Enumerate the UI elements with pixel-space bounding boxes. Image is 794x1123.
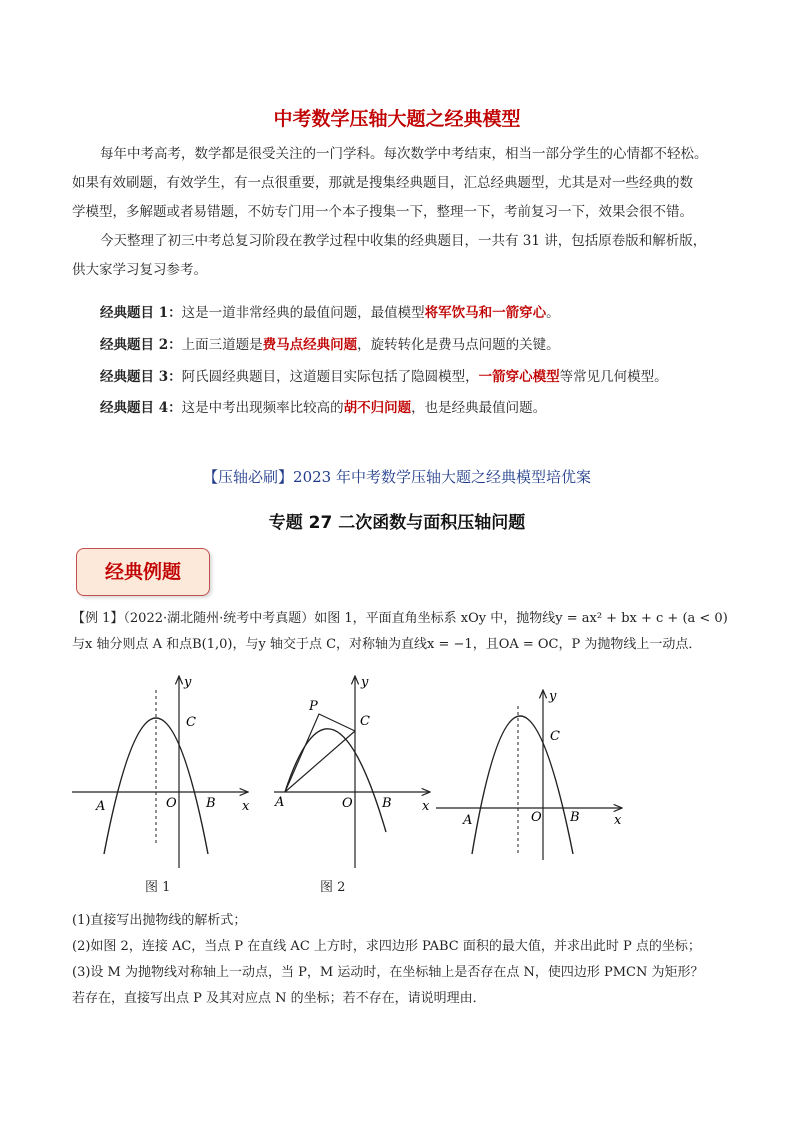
label-B: B — [382, 796, 392, 811]
item-text: 这是中考出现频率比较高的 — [181, 400, 344, 416]
label-y: y — [184, 675, 192, 690]
item-highlight: 将军饮马和一箭穿心 — [424, 305, 547, 321]
problem-line: 与x 轴分则点 A 和点B(1,0)，与y 轴交于点 C，对称轴为直线x = −1，且OA = OC，P 为抛物线上一动点． — [72, 637, 702, 652]
intro-paragraph-2 — [72, 227, 752, 285]
parabola-figures — [66, 668, 726, 868]
topic-title: 专题 27 二次函数与面积压轴问题 — [268, 513, 526, 533]
intro-line: 如果有效刷题，有效学生，有一点很重要，那就是搜集经典题目，汇总经典题型，尤其是对一些经典的数 — [72, 175, 693, 191]
question-1: (1)直接写出抛物线的解析式； — [72, 913, 247, 928]
item-label: 经典题目 1： — [100, 305, 182, 321]
item-text: 。 — [546, 305, 560, 321]
segments-AP-PC — [285, 714, 355, 792]
classic-item-4 — [100, 398, 546, 418]
label-O: O — [531, 810, 542, 825]
label-x: x — [614, 813, 622, 828]
item-text: 等常见几何模型。 — [559, 369, 668, 385]
parabola — [285, 729, 386, 832]
intro-line: 今天整理了初三中考总复习阶段在教学过程中收集的经典题目，一共有 31 讲，包括原卷版和解析版， — [100, 233, 707, 249]
item-text: 阿氏圆经典题目，这道题目实际包括了隐圆模型， — [181, 369, 479, 385]
figure-2 — [274, 675, 430, 868]
label-y: y — [549, 689, 557, 704]
item-text: 上面三道题是 — [181, 337, 263, 353]
classic-example-badge — [76, 548, 210, 596]
question-2: (2)如图 2，连接 AC，当点 P 在直线 AC 上方时，求四边形 PABC 面积的最大值，并求出此时 P 点的坐标； — [72, 939, 701, 954]
intro-line: 每年中考高考，数学都是很受关注的一门学科。每次数学中考结束，相当一部分学生的心情都不轻松。 — [100, 146, 708, 162]
label-A: A — [275, 795, 285, 810]
figure-3 — [436, 689, 622, 860]
label-x: x — [422, 799, 430, 814]
badge-label: 经典例题 — [104, 561, 181, 583]
item-label: 经典题目 3： — [100, 369, 182, 385]
item-text: ，旋转转化是费马点问题的关键。 — [357, 337, 560, 353]
classic-item-3 — [100, 367, 668, 387]
problem-line: 【例 1】（2022·湖北随州·统考中考真题）如图 1，平面直角坐标系 xOy 中，抛物线y = ax² + bx + c + (a < 0) — [72, 611, 728, 626]
label-y: y — [361, 675, 369, 690]
item-label: 经典题目 4： — [100, 400, 182, 416]
question-3-cont: 若存在，直接写出点 P 及其对应点 N 的坐标；若不存在，请说明理由． — [72, 991, 486, 1006]
label-B: B — [206, 796, 216, 811]
question-3: (3)设 M 为抛物线对称轴上一动点，当 P，M 运动时，在坐标轴上是否存在点 N，使四边形 PMCN 为矩形？ — [72, 965, 704, 980]
item-label: 经典题目 2： — [100, 337, 182, 353]
problem-statement — [72, 606, 762, 658]
label-A: A — [96, 799, 106, 814]
subtitle-bracket: 【压轴必刷】 — [203, 468, 294, 486]
label-B: B — [570, 810, 580, 825]
label-O: O — [342, 796, 353, 811]
label-x: x — [242, 799, 250, 814]
intro-line: 学模型，多解题或者易错题，不妨专门用一个本子搜集一下，整理一下，考前复习一下，效果会很不错。 — [72, 204, 693, 220]
label-O: O — [166, 796, 177, 811]
questions — [72, 908, 762, 1012]
label-A: A — [463, 813, 473, 828]
label-C: C — [360, 714, 370, 729]
intro-paragraph-1 — [72, 140, 752, 227]
classic-item-2 — [100, 335, 560, 355]
intro-line: 供大家学习复习参考。 — [72, 262, 207, 278]
figure-2-caption: 图 2 — [320, 880, 346, 895]
item-highlight: 一箭穿心模型 — [478, 369, 560, 385]
segment-AC — [285, 731, 355, 792]
item-text: 这是一道非常经典的最值问题，最值模型 — [181, 305, 425, 321]
page-title: 中考数学压轴大题之经典模型 — [273, 108, 521, 130]
item-highlight: 费马点经典问题 — [262, 337, 358, 353]
classic-item-1 — [100, 303, 560, 323]
series-subtitle — [0, 466, 794, 487]
figure-1 — [72, 675, 250, 868]
item-highlight: 胡不归问题 — [343, 400, 412, 416]
subtitle-text: 2023 年中考数学压轴大题之经典模型培优案 — [293, 468, 591, 486]
label-C: C — [186, 715, 196, 730]
label-C: C — [550, 729, 560, 744]
figure-1-caption: 图 1 — [145, 880, 171, 895]
item-text: ，也是经典最值问题。 — [411, 400, 547, 416]
label-P: P — [309, 699, 318, 714]
